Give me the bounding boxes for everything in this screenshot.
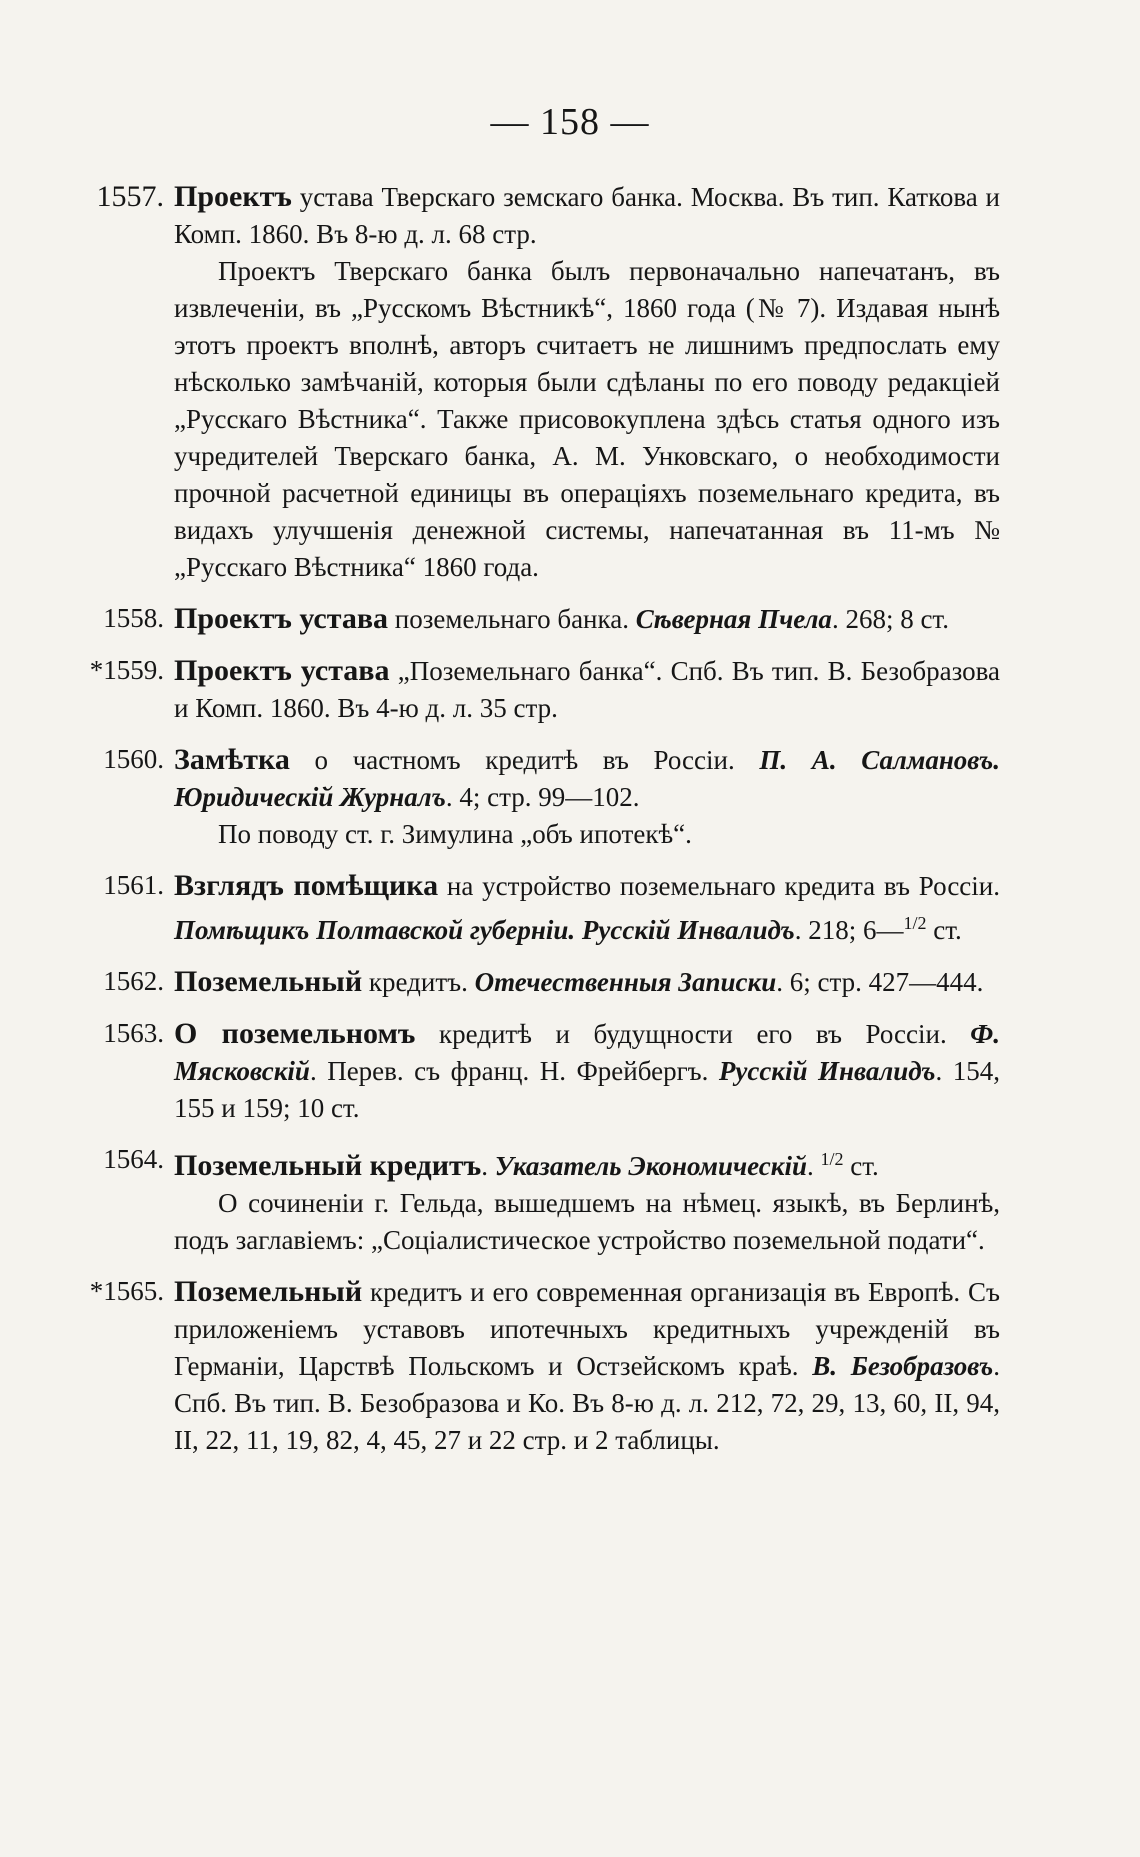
- entry-fraction: 1/2: [903, 913, 927, 933]
- entry-source: Помѣщикъ Полтавской губерніи. Русскій Инвалидъ: [174, 915, 795, 945]
- entry-number: 1561.: [103, 870, 164, 900]
- entry-text: [174, 1141, 1000, 1185]
- entry-pages: . 4; стр. 99—102.: [445, 782, 640, 812]
- entry-note: Проектъ Тверскаго банка былъ первоначально напечатанъ, въ извлеченіи, въ „Русскомъ Вѣстникѣ“, 1860 года (№ 7). Издавая нынѣ этотъ проектъ вполнѣ, авторъ считаетъ не лишнимъ предпослать ему нѣсколько замѣчаній, которыя были сдѣланы по его поводу редакціей „Русскаго Вѣстника“. Также присовокуплена здѣсь статья одного изъ учредителей Тверскаго банка, А. М. Унковскаго, о необходимости прочной расчетной единицы въ операціяхъ поземельнаго кредита, въ видахъ улучшенія денежной системы, напечатанная въ 11-мъ № „Русскаго Вѣстника“ 1860 года.: [174, 256, 1000, 582]
- entry-note: О сочиненіи г. Гельда, вышедшемъ на нѣмец. языкѣ, въ Берлинѣ, подъ заглавіемъ: „Соціалистическое устройство поземельной подати“.: [174, 1188, 1000, 1255]
- entry-1559: [60, 652, 1000, 727]
- entry-pages: . 6; стр. 427—444.: [776, 967, 984, 997]
- entry-details: кредитѣ и будущности его въ Россіи.: [415, 1019, 971, 1049]
- entry-1558: [60, 600, 1000, 638]
- entry-number: *1559.: [89, 655, 164, 685]
- entry-pages: . 154, 155 и 159; 10 ст.: [174, 1056, 1001, 1123]
- entry-pages: . 218; 6—: [794, 915, 904, 945]
- entry-1562: [60, 963, 1000, 1001]
- entry-pages-suffix: ст.: [926, 915, 962, 945]
- entry-text: [174, 1273, 1000, 1459]
- entry-details: кредитъ.: [362, 967, 475, 997]
- entry-details: на устройство поземельнаго кредита въ Россіи.: [438, 871, 1000, 901]
- entry-number: 1564.: [103, 1144, 164, 1174]
- entry-title: Поземельный: [174, 1275, 363, 1308]
- entry-details: поземельнаго банка.: [388, 604, 636, 634]
- entry-pages-suffix: ст.: [843, 1151, 879, 1181]
- entry-title: Проектъ устава: [174, 654, 390, 687]
- entry-text: [174, 178, 1000, 253]
- entry-note: По поводу ст. г. Зимулина „объ ипотекѣ“.: [218, 819, 692, 849]
- entry-pages: . 268; 8 ст.: [831, 604, 949, 634]
- entry-title: Поземельный кредитъ: [174, 1149, 482, 1182]
- entry-number: 1560.: [103, 744, 164, 774]
- bibliography-entries: [60, 178, 1000, 1473]
- entry-source: Сѣверная Пчела: [635, 604, 832, 634]
- entry-number: 1563.: [103, 1018, 164, 1048]
- entry-translator: . Перев. съ франц. Н. Фрейбергъ.: [309, 1056, 719, 1086]
- entry-number: 1557.: [96, 180, 164, 213]
- entry-number: 1558.: [103, 603, 164, 633]
- entry-1560: [60, 741, 1000, 853]
- entry-1563: [60, 1015, 1000, 1127]
- entry-title: О поземельномъ: [174, 1017, 416, 1050]
- entry-pages: . Спб. Въ тип. В. Безобразова и Ко. Въ 8-ю д. л. 212, 72, 29, 13, 60, II, 94, II, 22, 11, 19, 82, 4, 45, 27 и 22 стр. и 2 таблицы.: [174, 1351, 1000, 1455]
- entry-title: Проектъ: [174, 180, 292, 213]
- entry-text: [174, 652, 1000, 727]
- entry-source: Отечественныя Записки: [474, 967, 777, 997]
- entry-details: „Поземельнаго банка“. Спб. Въ тип. В. Безобразова и Комп. 1860. Въ 4-ю д. л. 35 стр.: [174, 656, 1000, 723]
- entry-1564: [60, 1141, 1000, 1259]
- entry-number: *1565.: [89, 1276, 164, 1306]
- entry-text: [174, 1015, 1000, 1127]
- entry-title: Поземельный: [174, 965, 363, 998]
- entry-title: Взглядъ помѣщика: [174, 869, 439, 902]
- entry-author: Ф. Мясковскій: [174, 1019, 1000, 1086]
- entry-number: 1562.: [103, 966, 164, 996]
- page-number: — 158 —: [490, 101, 650, 143]
- entry-text: [174, 600, 1000, 638]
- entry-source: Русскій Инвалидъ: [718, 1056, 936, 1086]
- entry-title: Проектъ устава: [174, 602, 389, 635]
- entry-1561: [60, 867, 1000, 949]
- entry-1557: [60, 178, 1000, 586]
- entry-text: [174, 741, 1000, 816]
- entry-source: В. Безобразовъ: [812, 1351, 994, 1381]
- entry-text: [174, 963, 1000, 1001]
- entry-source: Указатель Экономическій: [494, 1151, 807, 1181]
- entry-details: о частномъ кредитѣ въ Россіи.: [289, 745, 760, 775]
- entry-text: [174, 867, 1000, 949]
- entry-source: П. А. Салмановъ. Юридическій Журналъ: [174, 745, 1000, 812]
- entry-title: Замѣтка: [174, 743, 290, 776]
- entry-pages: .: [807, 1151, 821, 1181]
- entry-fraction: 1/2: [820, 1149, 844, 1169]
- entry-details: устава Тверскаго земскаго банка. Москва. Въ тип. Каткова и Комп. 1860. Въ 8-ю д. л. 68 стр.: [174, 182, 1000, 249]
- entry-details: .: [481, 1151, 495, 1181]
- entry-details: кредитъ и его современная организація въ Европѣ. Съ приложеніемъ уставовъ ипотечныхъ кредитныхъ учрежденій въ Германіи, Царствѣ Польскомъ и Остзейскомъ краѣ.: [174, 1277, 1000, 1381]
- entry-1565: [60, 1273, 1000, 1459]
